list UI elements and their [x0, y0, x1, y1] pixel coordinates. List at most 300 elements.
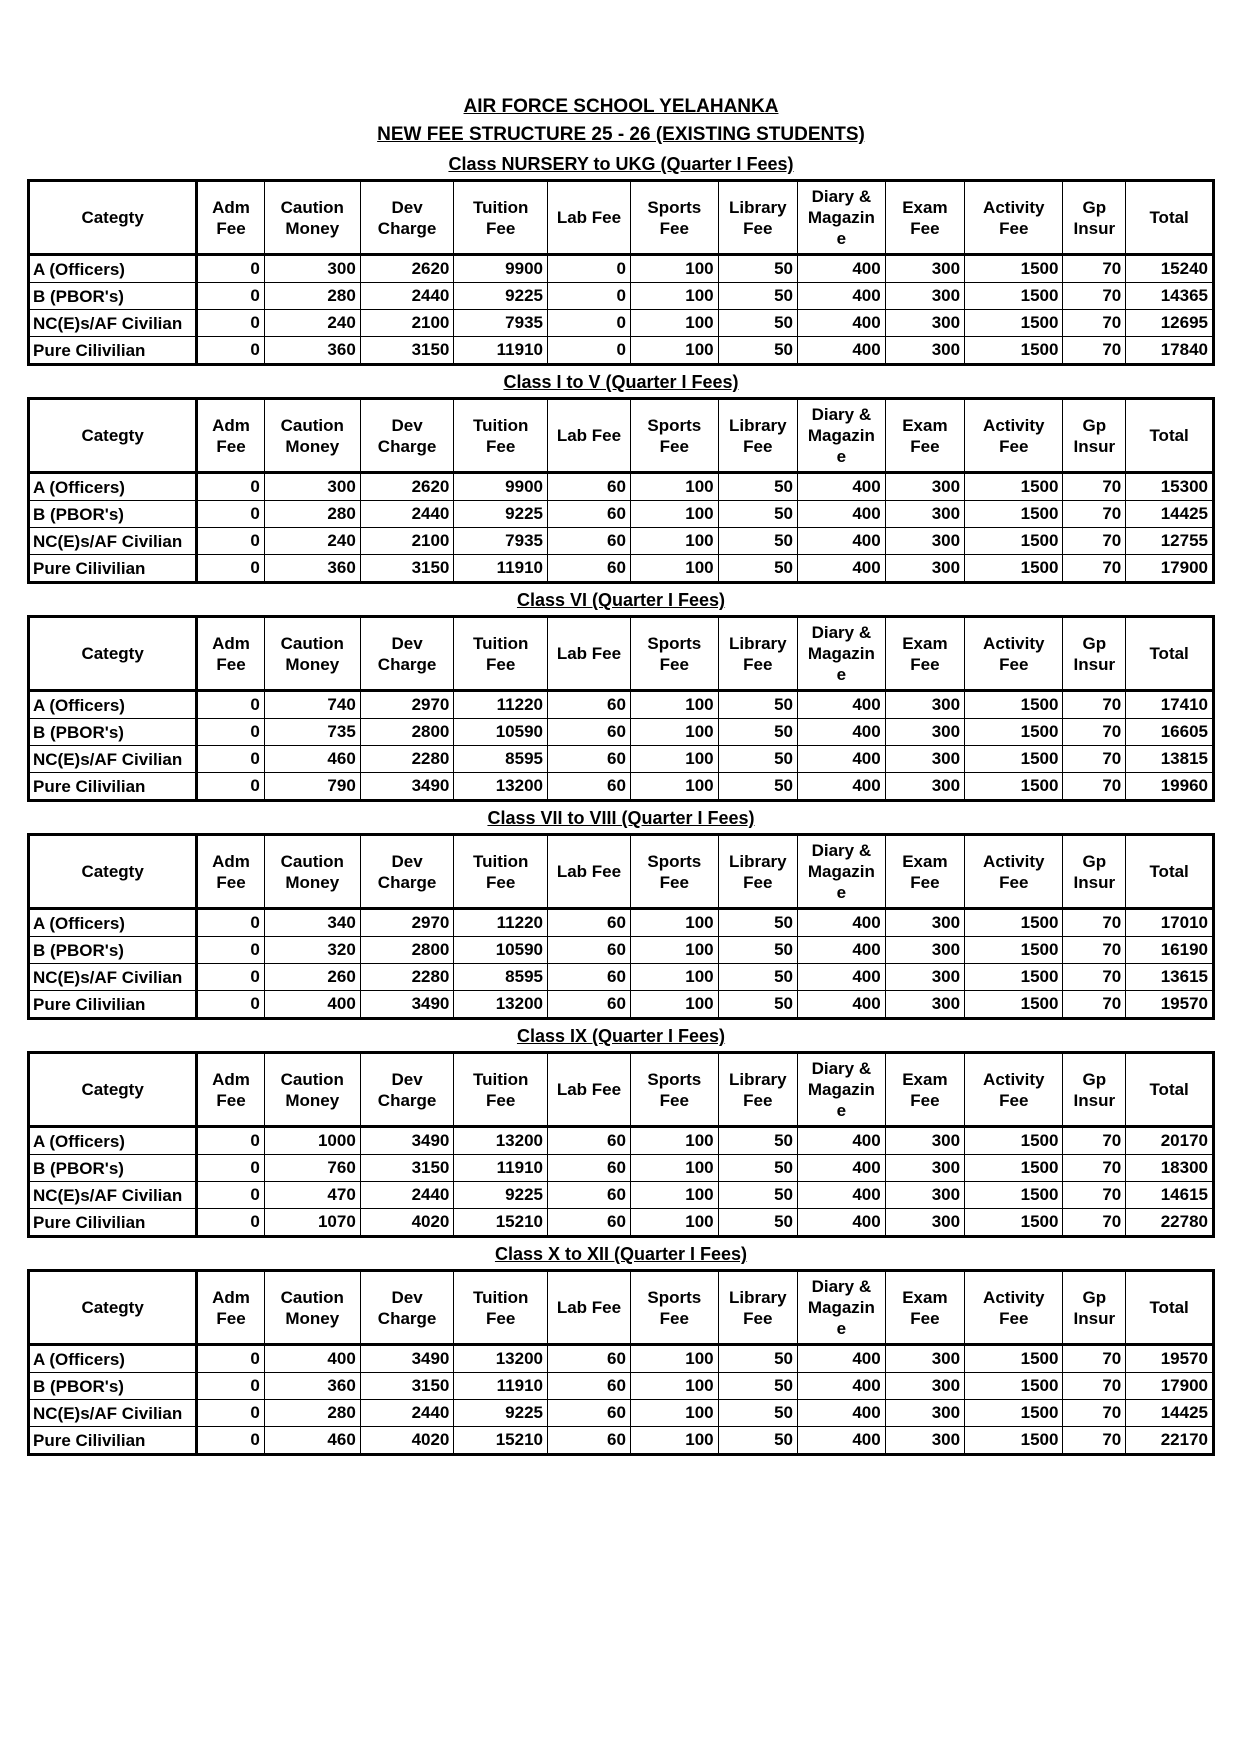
fee-value-cell: 70	[1063, 1373, 1126, 1400]
header-cell-lab-fee: Lab Fee	[548, 1053, 631, 1127]
fee-value-cell: 300	[885, 937, 964, 964]
fee-value-cell: 100	[630, 964, 718, 991]
header-cell-gp-insur: Gp Insur	[1063, 399, 1126, 473]
fee-value-cell: 1500	[965, 719, 1063, 746]
header-cell-sports-fee: Sports Fee	[630, 1053, 718, 1127]
fee-value-cell: 400	[798, 555, 886, 583]
category-cell: B (PBOR's)	[29, 1155, 197, 1182]
header-cell-gp-insur: Gp Insur	[1063, 1271, 1126, 1345]
fee-value-cell: 1500	[965, 991, 1063, 1019]
fee-value-cell: 19570	[1126, 1345, 1214, 1373]
header-cell-dev-charge: Dev Charge	[360, 835, 454, 909]
fee-value-cell: 60	[548, 501, 631, 528]
fee-value-cell: 3150	[360, 337, 454, 365]
header-cell-adm-fee: Adm Fee	[197, 617, 265, 691]
fee-table	[27, 615, 1215, 802]
fee-value-cell: 790	[264, 773, 360, 801]
fee-value-cell: 1500	[965, 1345, 1063, 1373]
fee-value-cell: 360	[264, 555, 360, 583]
fee-value-cell: 3490	[360, 1127, 454, 1155]
fee-value-cell: 16605	[1126, 719, 1214, 746]
header-cell-exam-fee: Exam Fee	[885, 399, 964, 473]
fee-table-section	[0, 152, 1242, 366]
fee-value-cell: 50	[718, 1345, 797, 1373]
fee-table-section	[0, 1242, 1242, 1456]
header-cell-exam-fee: Exam Fee	[885, 617, 964, 691]
fee-value-cell: 0	[197, 991, 265, 1019]
header-cell-total: Total	[1126, 399, 1214, 473]
fee-value-cell: 11910	[454, 1155, 548, 1182]
fee-value-cell: 300	[885, 746, 964, 773]
header-cell-lab-fee: Lab Fee	[548, 399, 631, 473]
fee-value-cell: 460	[264, 746, 360, 773]
header-cell-categty: Categty	[29, 181, 197, 255]
fee-value-cell: 60	[548, 473, 631, 501]
fee-value-cell: 15210	[454, 1427, 548, 1455]
fee-value-cell: 70	[1063, 773, 1126, 801]
fee-value-cell: 4020	[360, 1209, 454, 1237]
header-cell-categty: Categty	[29, 835, 197, 909]
fee-value-cell: 1500	[965, 1127, 1063, 1155]
fee-value-cell: 14425	[1126, 501, 1214, 528]
fee-table	[27, 833, 1215, 1020]
fee-value-cell: 400	[798, 310, 886, 337]
fee-value-cell: 400	[798, 283, 886, 310]
fee-value-cell: 50	[718, 337, 797, 365]
fee-value-cell: 12755	[1126, 528, 1214, 555]
fee-value-cell: 280	[264, 283, 360, 310]
fee-value-cell: 7935	[454, 310, 548, 337]
table-row	[29, 937, 1214, 964]
fee-value-cell: 400	[798, 1400, 886, 1427]
fee-value-cell: 0	[197, 719, 265, 746]
fee-value-cell: 400	[798, 501, 886, 528]
fee-value-cell: 100	[630, 1209, 718, 1237]
table-row	[29, 1373, 1214, 1400]
fee-value-cell: 400	[798, 937, 886, 964]
table-title: Class VII to VIII (Quarter I Fees)	[487, 808, 755, 828]
fee-value-cell: 400	[798, 473, 886, 501]
header-cell-lab-fee: Lab Fee	[548, 617, 631, 691]
fee-value-cell: 3490	[360, 991, 454, 1019]
header-cell-tuition-fee: Tuition Fee	[454, 1271, 548, 1345]
fee-value-cell: 17840	[1126, 337, 1214, 365]
fee-value-cell: 300	[885, 310, 964, 337]
table-title: Class I to V (Quarter I Fees)	[503, 372, 739, 392]
fee-value-cell: 60	[548, 1400, 631, 1427]
fee-value-cell: 14365	[1126, 283, 1214, 310]
table-row	[29, 773, 1214, 801]
fee-value-cell: 50	[718, 1127, 797, 1155]
table-row	[29, 964, 1214, 991]
fee-value-cell: 11220	[454, 909, 548, 937]
header-cell-tuition-fee: Tuition Fee	[454, 399, 548, 473]
fee-value-cell: 300	[264, 473, 360, 501]
fee-value-cell: 15240	[1126, 255, 1214, 283]
fee-value-cell: 10590	[454, 719, 548, 746]
header-cell-total: Total	[1126, 617, 1214, 691]
header-cell-dev-charge: Dev Charge	[360, 1271, 454, 1345]
category-cell: NC(E)s/AF Civilian	[29, 310, 197, 337]
fee-value-cell: 2100	[360, 310, 454, 337]
fee-value-cell: 0	[197, 528, 265, 555]
fee-value-cell: 8595	[454, 746, 548, 773]
category-cell: NC(E)s/AF Civilian	[29, 528, 197, 555]
fee-value-cell: 100	[630, 310, 718, 337]
fee-value-cell: 9900	[454, 255, 548, 283]
fee-value-cell: 300	[264, 255, 360, 283]
fee-value-cell: 0	[197, 255, 265, 283]
fee-value-cell: 460	[264, 1427, 360, 1455]
fee-value-cell: 2620	[360, 255, 454, 283]
fee-value-cell: 22170	[1126, 1427, 1214, 1455]
header-cell-activity-fee: Activity Fee	[965, 1053, 1063, 1127]
fee-value-cell: 1500	[965, 1209, 1063, 1237]
fee-value-cell: 280	[264, 1400, 360, 1427]
header-cell-sports-fee: Sports Fee	[630, 181, 718, 255]
fee-value-cell: 12695	[1126, 310, 1214, 337]
category-cell: A (Officers)	[29, 473, 197, 501]
header-cell-diary-magazine: Diary & Magazine	[798, 835, 886, 909]
category-cell: Pure Cilivilian	[29, 773, 197, 801]
doc-title: AIR FORCE SCHOOL YELAHANKA	[463, 96, 779, 117]
header-cell-adm-fee: Adm Fee	[197, 1053, 265, 1127]
fee-value-cell: 19960	[1126, 773, 1214, 801]
fee-table	[27, 1269, 1215, 1456]
fee-value-cell: 1500	[965, 1400, 1063, 1427]
fee-value-cell: 60	[548, 909, 631, 937]
fee-value-cell: 50	[718, 1400, 797, 1427]
fee-value-cell: 50	[718, 473, 797, 501]
fee-value-cell: 13815	[1126, 746, 1214, 773]
fee-value-cell: 300	[885, 255, 964, 283]
fee-value-cell: 300	[885, 1345, 964, 1373]
fee-value-cell: 400	[798, 1127, 886, 1155]
fee-value-cell: 100	[630, 337, 718, 365]
fee-value-cell: 11910	[454, 1373, 548, 1400]
fee-value-cell: 0	[197, 555, 265, 583]
header-cell-caution-money: Caution Money	[264, 1271, 360, 1345]
fee-value-cell: 50	[718, 991, 797, 1019]
fee-value-cell: 300	[885, 1182, 964, 1209]
fee-value-cell: 1500	[965, 773, 1063, 801]
fee-value-cell: 3490	[360, 773, 454, 801]
fee-value-cell: 60	[548, 1427, 631, 1455]
header-cell-activity-fee: Activity Fee	[965, 617, 1063, 691]
fee-value-cell: 400	[798, 691, 886, 719]
fee-value-cell: 400	[264, 1345, 360, 1373]
fee-value-cell: 70	[1063, 310, 1126, 337]
category-cell: Pure Cilivilian	[29, 555, 197, 583]
fee-value-cell: 60	[548, 746, 631, 773]
fee-value-cell: 50	[718, 283, 797, 310]
header-cell-categty: Categty	[29, 1053, 197, 1127]
header-cell-gp-insur: Gp Insur	[1063, 181, 1126, 255]
fee-value-cell: 70	[1063, 337, 1126, 365]
fee-value-cell: 300	[885, 555, 964, 583]
fee-value-cell: 0	[197, 473, 265, 501]
fee-value-cell: 70	[1063, 473, 1126, 501]
header-cell-tuition-fee: Tuition Fee	[454, 1053, 548, 1127]
header-cell-exam-fee: Exam Fee	[885, 1271, 964, 1345]
fee-value-cell: 50	[718, 1427, 797, 1455]
category-cell: NC(E)s/AF Civilian	[29, 746, 197, 773]
fee-value-cell: 70	[1063, 528, 1126, 555]
table-row	[29, 473, 1214, 501]
fee-value-cell: 100	[630, 255, 718, 283]
header-cell-library-fee: Library Fee	[718, 181, 797, 255]
fee-value-cell: 70	[1063, 1345, 1126, 1373]
fee-value-cell: 240	[264, 310, 360, 337]
header-cell-adm-fee: Adm Fee	[197, 399, 265, 473]
fee-value-cell: 3150	[360, 1373, 454, 1400]
table-row	[29, 310, 1214, 337]
fee-value-cell: 100	[630, 473, 718, 501]
fee-value-cell: 2970	[360, 909, 454, 937]
fee-value-cell: 17900	[1126, 1373, 1214, 1400]
fee-value-cell: 300	[885, 909, 964, 937]
fee-value-cell: 13615	[1126, 964, 1214, 991]
fee-value-cell: 100	[630, 528, 718, 555]
fee-value-cell: 340	[264, 909, 360, 937]
fee-value-cell: 14425	[1126, 1400, 1214, 1427]
fee-value-cell: 470	[264, 1182, 360, 1209]
fee-value-cell: 100	[630, 1127, 718, 1155]
fee-value-cell: 70	[1063, 991, 1126, 1019]
fee-value-cell: 70	[1063, 255, 1126, 283]
category-cell: B (PBOR's)	[29, 283, 197, 310]
category-cell: Pure Cilivilian	[29, 1209, 197, 1237]
fee-value-cell: 2280	[360, 746, 454, 773]
fee-value-cell: 50	[718, 909, 797, 937]
fee-value-cell: 400	[798, 255, 886, 283]
fee-value-cell: 400	[798, 1427, 886, 1455]
fee-value-cell: 0	[197, 773, 265, 801]
fee-value-cell: 70	[1063, 1182, 1126, 1209]
fee-value-cell: 100	[630, 937, 718, 964]
header-cell-diary-magazine: Diary & Magazine	[798, 617, 886, 691]
header-cell-dev-charge: Dev Charge	[360, 617, 454, 691]
fee-value-cell: 4020	[360, 1427, 454, 1455]
fee-value-cell: 1500	[965, 746, 1063, 773]
fee-value-cell: 50	[718, 773, 797, 801]
header-row	[29, 617, 1214, 691]
table-title: Class NURSERY to UKG (Quarter I Fees)	[448, 154, 794, 174]
fee-value-cell: 400	[798, 1373, 886, 1400]
fee-value-cell: 70	[1063, 1209, 1126, 1237]
fee-value-cell: 0	[548, 337, 631, 365]
fee-value-cell: 14615	[1126, 1182, 1214, 1209]
header-cell-exam-fee: Exam Fee	[885, 1053, 964, 1127]
header-cell-activity-fee: Activity Fee	[965, 399, 1063, 473]
fee-value-cell: 0	[197, 283, 265, 310]
fee-value-cell: 300	[885, 691, 964, 719]
fee-value-cell: 260	[264, 964, 360, 991]
fee-value-cell: 400	[798, 964, 886, 991]
category-cell: A (Officers)	[29, 1345, 197, 1373]
header-cell-lab-fee: Lab Fee	[548, 835, 631, 909]
fee-value-cell: 60	[548, 555, 631, 583]
fee-value-cell: 15300	[1126, 473, 1214, 501]
header-cell-activity-fee: Activity Fee	[965, 835, 1063, 909]
fee-value-cell: 2280	[360, 964, 454, 991]
fee-value-cell: 300	[885, 1209, 964, 1237]
header-cell-caution-money: Caution Money	[264, 835, 360, 909]
fee-value-cell: 1500	[965, 1155, 1063, 1182]
header-row	[29, 181, 1214, 255]
header-cell-total: Total	[1126, 1053, 1214, 1127]
fee-value-cell: 13200	[454, 1127, 548, 1155]
fee-value-cell: 60	[548, 1127, 631, 1155]
fee-value-cell: 400	[798, 746, 886, 773]
table-row	[29, 283, 1214, 310]
fee-value-cell: 2100	[360, 528, 454, 555]
fee-value-cell: 50	[718, 555, 797, 583]
fee-value-cell: 400	[264, 991, 360, 1019]
table-row	[29, 746, 1214, 773]
fee-value-cell: 2970	[360, 691, 454, 719]
fee-table-section	[0, 1024, 1242, 1238]
fee-value-cell: 11910	[454, 555, 548, 583]
fee-value-cell: 400	[798, 909, 886, 937]
header-cell-caution-money: Caution Money	[264, 399, 360, 473]
fee-value-cell: 1500	[965, 337, 1063, 365]
fee-value-cell: 18300	[1126, 1155, 1214, 1182]
fee-value-cell: 300	[885, 1427, 964, 1455]
fee-value-cell: 400	[798, 991, 886, 1019]
fee-value-cell: 50	[718, 937, 797, 964]
table-row	[29, 1427, 1214, 1455]
fee-value-cell: 70	[1063, 937, 1126, 964]
fee-value-cell: 0	[197, 337, 265, 365]
fee-value-cell: 60	[548, 773, 631, 801]
fee-value-cell: 1500	[965, 964, 1063, 991]
fee-value-cell: 9225	[454, 1400, 548, 1427]
fee-value-cell: 70	[1063, 1427, 1126, 1455]
fee-value-cell: 1500	[965, 501, 1063, 528]
fee-value-cell: 100	[630, 909, 718, 937]
table-row	[29, 337, 1214, 365]
fee-value-cell: 100	[630, 1182, 718, 1209]
header-cell-sports-fee: Sports Fee	[630, 399, 718, 473]
table-row	[29, 1182, 1214, 1209]
fee-value-cell: 1500	[965, 555, 1063, 583]
fee-value-cell: 1000	[264, 1127, 360, 1155]
fee-value-cell: 60	[548, 991, 631, 1019]
header-cell-dev-charge: Dev Charge	[360, 399, 454, 473]
fee-value-cell: 60	[548, 1209, 631, 1237]
fee-value-cell: 0	[548, 283, 631, 310]
fee-value-cell: 50	[718, 691, 797, 719]
fee-value-cell: 0	[197, 1345, 265, 1373]
header-cell-gp-insur: Gp Insur	[1063, 1053, 1126, 1127]
fee-tables-container	[0, 152, 1242, 1456]
fee-value-cell: 1500	[965, 310, 1063, 337]
table-row	[29, 1345, 1214, 1373]
table-row	[29, 719, 1214, 746]
category-cell: B (PBOR's)	[29, 937, 197, 964]
fee-value-cell: 3490	[360, 1345, 454, 1373]
fee-value-cell: 300	[885, 283, 964, 310]
fee-table-section	[0, 588, 1242, 802]
header-cell-adm-fee: Adm Fee	[197, 181, 265, 255]
fee-value-cell: 0	[197, 501, 265, 528]
fee-value-cell: 100	[630, 1345, 718, 1373]
header-cell-caution-money: Caution Money	[264, 1053, 360, 1127]
fee-value-cell: 2440	[360, 1400, 454, 1427]
table-row	[29, 1400, 1214, 1427]
fee-value-cell: 60	[548, 964, 631, 991]
fee-value-cell: 400	[798, 1209, 886, 1237]
fee-value-cell: 70	[1063, 1155, 1126, 1182]
fee-value-cell: 0	[197, 691, 265, 719]
fee-value-cell: 16190	[1126, 937, 1214, 964]
header-cell-diary-magazine: Diary & Magazine	[798, 1271, 886, 1345]
fee-value-cell: 0	[197, 937, 265, 964]
header-cell-library-fee: Library Fee	[718, 1053, 797, 1127]
fee-value-cell: 0	[197, 746, 265, 773]
header-cell-library-fee: Library Fee	[718, 617, 797, 691]
fee-value-cell: 70	[1063, 501, 1126, 528]
fee-value-cell: 0	[197, 1373, 265, 1400]
fee-value-cell: 60	[548, 691, 631, 719]
fee-value-cell: 50	[718, 719, 797, 746]
category-cell: NC(E)s/AF Civilian	[29, 964, 197, 991]
table-title: Class VI (Quarter I Fees)	[516, 590, 726, 610]
fee-value-cell: 0	[548, 310, 631, 337]
fee-value-cell: 50	[718, 746, 797, 773]
fee-value-cell: 2440	[360, 501, 454, 528]
fee-value-cell: 50	[718, 528, 797, 555]
fee-table-section	[0, 806, 1242, 1020]
fee-value-cell: 1500	[965, 909, 1063, 937]
fee-value-cell: 300	[885, 528, 964, 555]
category-cell: A (Officers)	[29, 909, 197, 937]
fee-value-cell: 740	[264, 691, 360, 719]
header-cell-activity-fee: Activity Fee	[965, 181, 1063, 255]
table-row	[29, 528, 1214, 555]
table-title: Class X to XII (Quarter I Fees)	[494, 1244, 748, 1264]
fee-value-cell: 0	[548, 255, 631, 283]
header-cell-tuition-fee: Tuition Fee	[454, 181, 548, 255]
fee-value-cell: 300	[885, 1400, 964, 1427]
fee-value-cell: 3150	[360, 555, 454, 583]
fee-value-cell: 70	[1063, 1400, 1126, 1427]
table-row	[29, 991, 1214, 1019]
fee-value-cell: 60	[548, 937, 631, 964]
header-cell-sports-fee: Sports Fee	[630, 1271, 718, 1345]
header-cell-total: Total	[1126, 835, 1214, 909]
header-cell-diary-magazine: Diary & Magazine	[798, 1053, 886, 1127]
fee-value-cell: 70	[1063, 964, 1126, 991]
fee-value-cell: 9225	[454, 1182, 548, 1209]
fee-value-cell: 400	[798, 719, 886, 746]
category-cell: Pure Cilivilian	[29, 337, 197, 365]
fee-value-cell: 240	[264, 528, 360, 555]
category-cell: NC(E)s/AF Civilian	[29, 1400, 197, 1427]
header-cell-activity-fee: Activity Fee	[965, 1271, 1063, 1345]
fee-value-cell: 100	[630, 746, 718, 773]
fee-value-cell: 0	[197, 1127, 265, 1155]
fee-value-cell: 100	[630, 1427, 718, 1455]
fee-value-cell: 70	[1063, 1127, 1126, 1155]
fee-value-cell: 60	[548, 528, 631, 555]
fee-value-cell: 50	[718, 255, 797, 283]
category-cell: A (Officers)	[29, 1127, 197, 1155]
header-cell-exam-fee: Exam Fee	[885, 181, 964, 255]
fee-value-cell: 400	[798, 528, 886, 555]
fee-value-cell: 100	[630, 773, 718, 801]
